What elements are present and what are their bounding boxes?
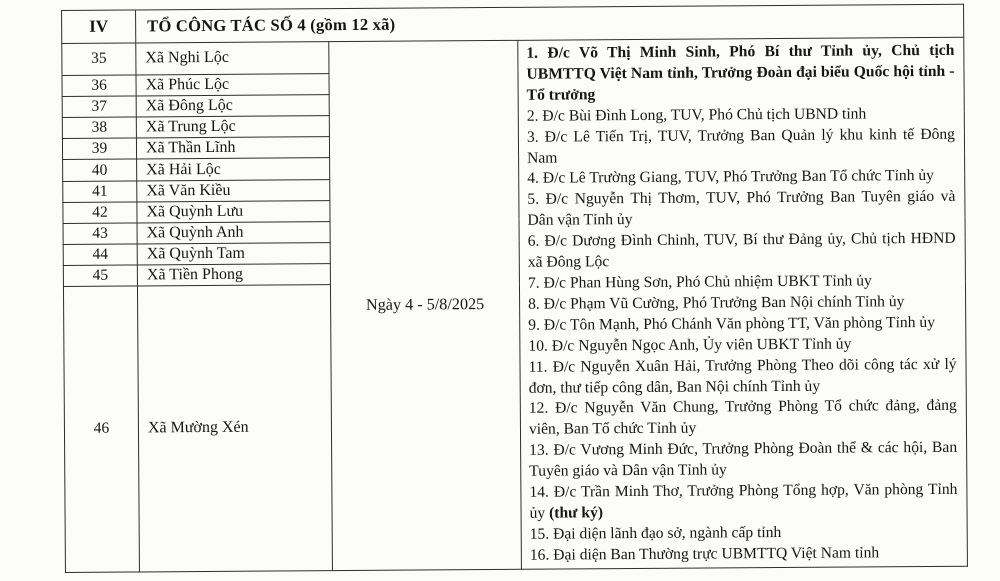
delegation-item [528, 229, 956, 274]
delegation-item-text: 7. Đ/c Phan Hùng Sơn, Phó Chủ nhiệm UBKT Tỉnh ủy [527, 272, 872, 292]
delegation-item [526, 41, 954, 107]
commune-name: Xã Hải Lộc [137, 158, 330, 180]
delegation-item [529, 438, 957, 483]
commune-number: 38 [62, 117, 136, 139]
delegation-item [527, 187, 955, 232]
delegation-item [528, 333, 956, 357]
delegation-cell [518, 37, 968, 569]
commune-number: 45 [63, 265, 137, 287]
commune-name: Xã Trung Lộc [136, 116, 329, 138]
delegation-item [530, 543, 958, 567]
commune-number: 39 [62, 138, 136, 160]
delegation-item [527, 103, 955, 127]
commune-name: Xã Quỳnh Lưu [137, 200, 330, 222]
delegation-item-text: 5. Đ/c Nguyễn Thị Thơm, TUV, Phó Trưởng Ban Tuyên giáo và Dân vận Tỉnh ủy [527, 188, 956, 230]
date-range-cell: Ngày 4 - 5/8/2025 [329, 40, 522, 570]
work-group-4-table [61, 4, 968, 573]
delegation-item-text: 15. Đại diện lãnh đạo sở, ngành cấp tỉnh [529, 523, 782, 543]
delegation-item [529, 480, 957, 525]
delegation-item-text: 1. Đ/c Võ Thị Minh Sinh, Phó Bí thư Tỉnh ủy, Chủ tịch UBMTTQ Việt Nam tỉnh, Trưởng Đoàn đại biểu Quốc hội tỉnh - Tổ trưởng [526, 41, 955, 104]
table-body [62, 4, 968, 572]
delegation-item-text: 6. Đ/c Dương Đình Chinh, TUV, Bí thư Đảng ủy, Chủ tịch HĐND xã Đông Lộc [527, 229, 956, 271]
section-title: TỔ CÔNG TÁC SỐ 4 (gồm 12 xã) [136, 4, 964, 43]
commune-row [62, 37, 964, 75]
commune-number: 44 [63, 244, 137, 266]
commune-number: 46 [63, 286, 139, 572]
commune-name: Xã Quỳnh Tam [137, 243, 330, 265]
delegation-item [528, 271, 956, 295]
delegation-item-text: 11. Đ/c Nguyễn Xuân Hải, Trưởng Phòng Theo dõi công tác xử lý đơn, thư tiếp công dân, Ban Nội chính Tỉnh ủy [528, 355, 957, 397]
commune-number: 35 [62, 43, 136, 75]
delegation-item-text: 12. Đ/c Nguyễn Văn Chung, Trưởng Phòng Tổ chức đảng, đảng viên, Ban Tổ chức Tỉnh ủy [528, 397, 957, 439]
section-roman-numeral: IV [62, 10, 136, 44]
commune-number: 42 [63, 202, 137, 224]
commune-number: 36 [62, 75, 136, 97]
delegation-item [528, 313, 956, 337]
commune-name: Xã Mường Xén [137, 285, 332, 572]
delegation-item [527, 166, 955, 190]
delegation-item [529, 396, 957, 441]
commune-number: 41 [63, 181, 137, 203]
delegation-item-text: 4. Đ/c Lê Trường Giang, TUV, Phó Trưởng Ban Tổ chức Tỉnh ủy [527, 167, 935, 188]
commune-name: Xã Đông Lộc [136, 95, 329, 117]
delegation-item [528, 292, 956, 316]
delegation-item-text: 2. Đ/c Bùi Đình Long, TUV, Phó Chủ tịch UBND tỉnh [526, 105, 867, 125]
delegation-item-text: 3. Đ/c Lê Tiến Trị, TUV, Trưởng Ban Quản lý khu kinh tế Đông Nam [526, 125, 955, 167]
delegation-item-text: 13. Đ/c Vương Minh Đức, Trưởng Phòng Đoàn thể & các hội, Ban Tuyên giáo và Dân vận Tỉnh ủy [529, 438, 958, 480]
commune-name: Xã Tiền Phong [137, 264, 330, 286]
commune-number: 43 [63, 223, 137, 245]
commune-name: Xã Nghi Lộc [136, 42, 329, 75]
delegation-item [527, 124, 955, 169]
commune-name: Xã Quỳnh Anh [137, 221, 330, 243]
delegation-item-text: 16. Đại diện Ban Thường trực UBMTTQ Việt Nam tỉnh [529, 544, 880, 564]
commune-name: Xã Thần Lĩnh [136, 137, 329, 159]
delegation-item [528, 354, 956, 399]
commune-name: Xã Văn Kiều [137, 179, 330, 201]
commune-number: 37 [62, 96, 136, 118]
delegation-item-text: 8. Đ/c Phạm Vũ Cường, Phó Trưởng Ban Nội chính Tỉnh ủy [528, 293, 905, 313]
delegation-item-note: (thư ký) [549, 504, 604, 522]
commune-name: Xã Phúc Lộc [136, 74, 329, 96]
delegation-item-text: 14. Đ/c Trần Minh Thơ, Trưởng Phòng Tổng hợp, Văn phòng Tỉnh ủy [529, 480, 958, 522]
delegation-item-text: 10. Đ/c Nguyễn Ngọc Anh, Ủy viên UBKT Tỉnh ủy [528, 335, 852, 355]
scan-skew-wrapper [61, 4, 968, 573]
delegation-item [530, 522, 958, 546]
commune-number: 40 [63, 159, 137, 181]
delegation-item-text: 9. Đ/c Tôn Mạnh, Phó Chánh Văn phòng TT, Văn phòng Tỉnh ủy [528, 313, 936, 334]
